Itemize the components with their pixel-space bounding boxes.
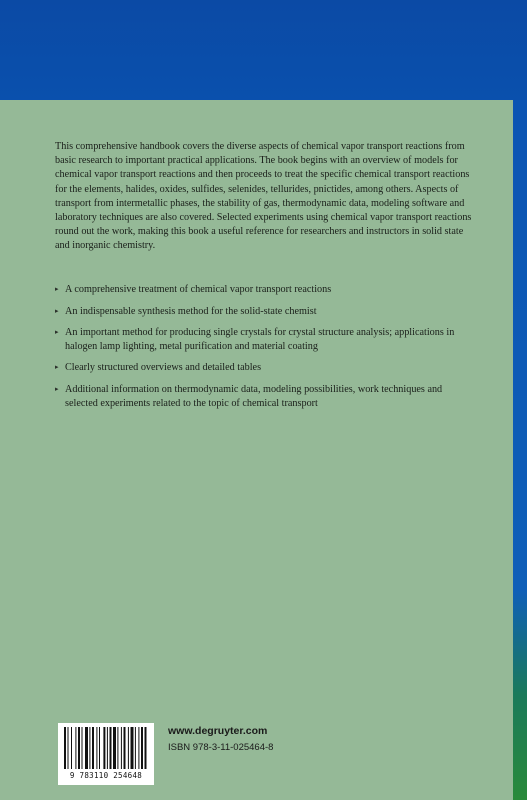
barcode-bar [117,727,118,769]
book-description: This comprehensive handbook covers the diverse aspects of chemical vapor transport reactions from basic research to important practical applications. The book begins with an overview of models for chemical vapor transport reactions and then proceeds to treat the specific chemical transport reactions for the elements, halides, oxides, sulfides, selenides, tellurides, pnictides, among others. Aspects of transport from intermetallic phases, the stability of gas, thermodynamic data, modeling software and laboratory techniques are also covered. Selected experiments using chemical vapor transport reactions round out the work, making this book a useful reference for researchers and instructors in solid state and inorganic chemistry. [55,141,472,252]
barcode-bar [121,727,122,769]
barcode-bar [82,727,83,769]
barcode-digits: 9 783110 254648 [69,771,143,780]
publisher-website[interactable]: www.degruyter.com [168,725,268,737]
barcode-bar [68,727,69,769]
feature-text: Clearly structured overviews and detailed tables [65,362,262,374]
feature-item [55,283,475,297]
barcode-bar [135,727,136,769]
barcode-bar [113,727,116,769]
isbn-number: ISBN 978-3-11-025464-8 [168,742,274,753]
isbn-barcode [58,723,154,785]
feature-item [55,305,475,319]
barcode-bar [131,727,134,769]
barcode-bar [85,727,88,769]
barcode-bar [145,727,147,769]
barcode-bar [92,727,94,769]
bullet-arrow-icon: ▸ [55,384,59,393]
barcode-bar [71,727,72,769]
bullet-arrow-icon: ▸ [55,363,59,372]
barcode-bar [107,727,108,769]
barcode-bar [75,727,76,769]
barcode-bars [64,727,148,771]
cover-right-band [513,100,527,800]
barcode-bar [138,727,139,769]
bullet-arrow-icon: ▸ [55,306,59,315]
barcode-bar [78,727,80,769]
barcode-bar [110,727,112,769]
feature-list [55,283,475,418]
barcode-bar [64,727,66,769]
feature-text: An indispensable synthesis method for the solid-state chemist [65,305,317,317]
feature-text: Additional information on thermodynamic data, modeling possibilities, work techniques and selected experiments related to the topic of chemical transport [65,383,443,409]
barcode-bar [124,727,126,769]
barcode-bar [103,727,105,769]
feature-item [55,383,475,410]
barcode-bar [96,727,97,769]
feature-text: A comprehensive treatment of chemical vapor transport reactions [65,284,332,295]
bullet-arrow-icon: ▸ [55,285,59,293]
bullet-arrow-icon: ▸ [55,328,59,337]
barcode-bar [99,727,100,769]
feature-item [55,326,475,353]
cover-top-band [0,0,527,100]
barcode-bar [141,727,143,769]
barcode-bar [128,727,129,769]
barcode-bar [89,727,90,769]
feature-text: An important method for producing single crystals for crystal structure analysis; applications in halogen lamp lighting, metal purification and material coating [65,327,455,352]
feature-item [55,361,475,375]
